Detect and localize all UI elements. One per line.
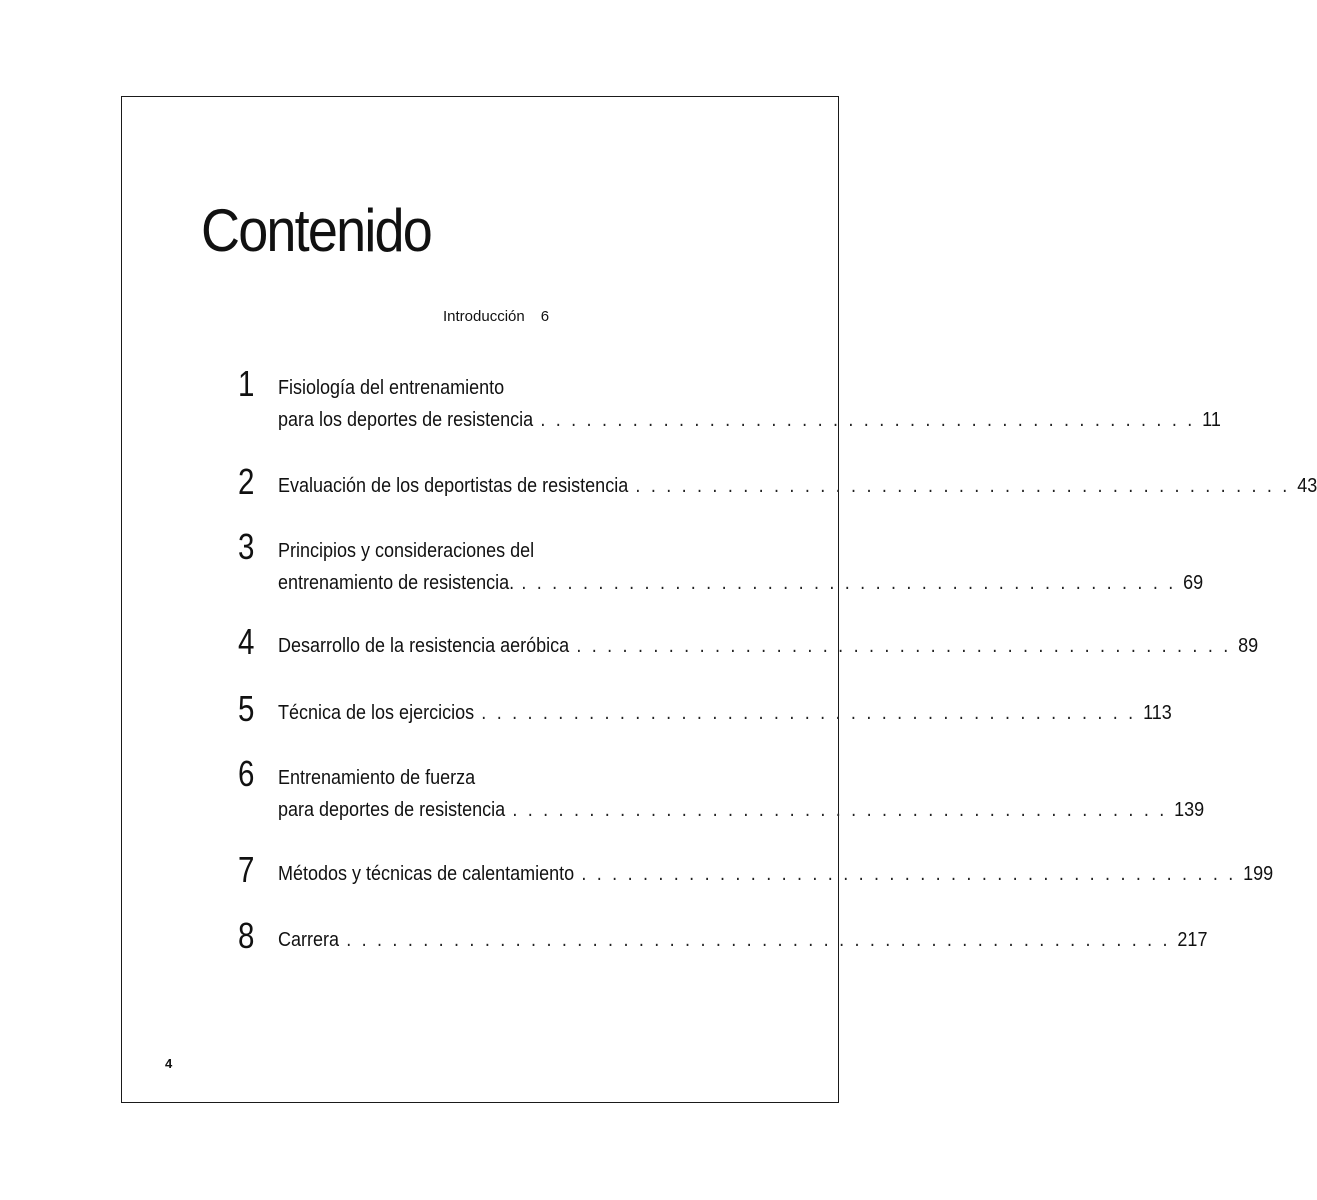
- chapter-number: 3: [238, 526, 255, 567]
- chapter-page: 43: [1297, 475, 1317, 497]
- dot-leader: . . . . . . . . . . . . . . . . . . . . . . . . . . . . . . . . . . . . . . . . . . .: [540, 409, 1195, 431]
- chapter-title-line: Métodos y técnicas de calentamiento: [278, 863, 575, 885]
- chapter-title-line: Fisiología del entrenamiento: [278, 377, 505, 399]
- toc-intro: [443, 308, 549, 325]
- chapter-page: 89: [1238, 635, 1259, 657]
- chapter-number: 6: [238, 753, 255, 794]
- intro-label: Introducción: [443, 308, 525, 325]
- dot-leader: . . . . . . . . . . . . . . . . . . . . . . . . . . . . . . . . . . . . . . . . . . .: [576, 635, 1231, 657]
- intro-page: 6: [540, 308, 550, 325]
- chapter-title-line: Carrera: [278, 929, 340, 951]
- chapter-number: 2: [238, 461, 255, 502]
- chapter-title-line: Entrenamiento de fuerza: [278, 767, 476, 789]
- page-number: 4: [165, 1056, 173, 1071]
- chapter-number: 5: [238, 688, 255, 729]
- chapter-page: 11: [1202, 409, 1221, 431]
- chapter-title-line: Evaluación de los deportistas de resistencia: [278, 475, 629, 497]
- page-title: Contenido: [201, 197, 431, 264]
- dot-leader: . . . . . . . . . . . . . . . . . . . . . . . . . . . . . . . . . . . . . . . . . . .: [635, 475, 1291, 497]
- chapter-title-line: Desarrollo de la resistencia aeróbica: [278, 635, 570, 657]
- chapter-number: 8: [238, 915, 255, 956]
- dot-leader: . . . . . . . . . . . . . . . . . . . . . . . . . . . . . . . . . . . . . . . . . . .: [521, 572, 1176, 594]
- chapter-page: 139: [1174, 799, 1205, 821]
- chapter-page: 217: [1177, 929, 1208, 951]
- chapter-title-line: Técnica de los ejercicios: [278, 702, 475, 724]
- chapter-title-line: Principios y consideraciones del: [278, 540, 535, 562]
- chapter-number: 4: [238, 621, 255, 662]
- chapter-page: 69: [1183, 572, 1204, 594]
- chapter-title-line: entrenamiento de resistencia.: [278, 572, 515, 594]
- chapter-title-line: para deportes de resistencia: [278, 799, 506, 821]
- dot-leader: . . . . . . . . . . . . . . . . . . . . . . . . . . . . . . . . . . . . . . . . . . .: [581, 863, 1236, 885]
- dot-leader: . . . . . . . . . . . . . . . . . . . . . . . . . . . . . . . . . . . . . . . . . . .: [512, 799, 1167, 821]
- dot-leader: . . . . . . . . . . . . . . . . . . . . . . . . . . . . . . . . . . . . . . . . . . . . . . . . . . . . . .: [346, 929, 1171, 951]
- chapter-page: 199: [1243, 863, 1274, 885]
- chapter-number: 7: [238, 849, 255, 890]
- chapter-title-line: para los deportes de resistencia: [278, 409, 534, 431]
- chapter-page: 113: [1143, 702, 1172, 724]
- dot-leader: . . . . . . . . . . . . . . . . . . . . . . . . . . . . . . . . . . . . . . . . . . .: [481, 702, 1136, 724]
- chapter-number: 1: [238, 363, 255, 404]
